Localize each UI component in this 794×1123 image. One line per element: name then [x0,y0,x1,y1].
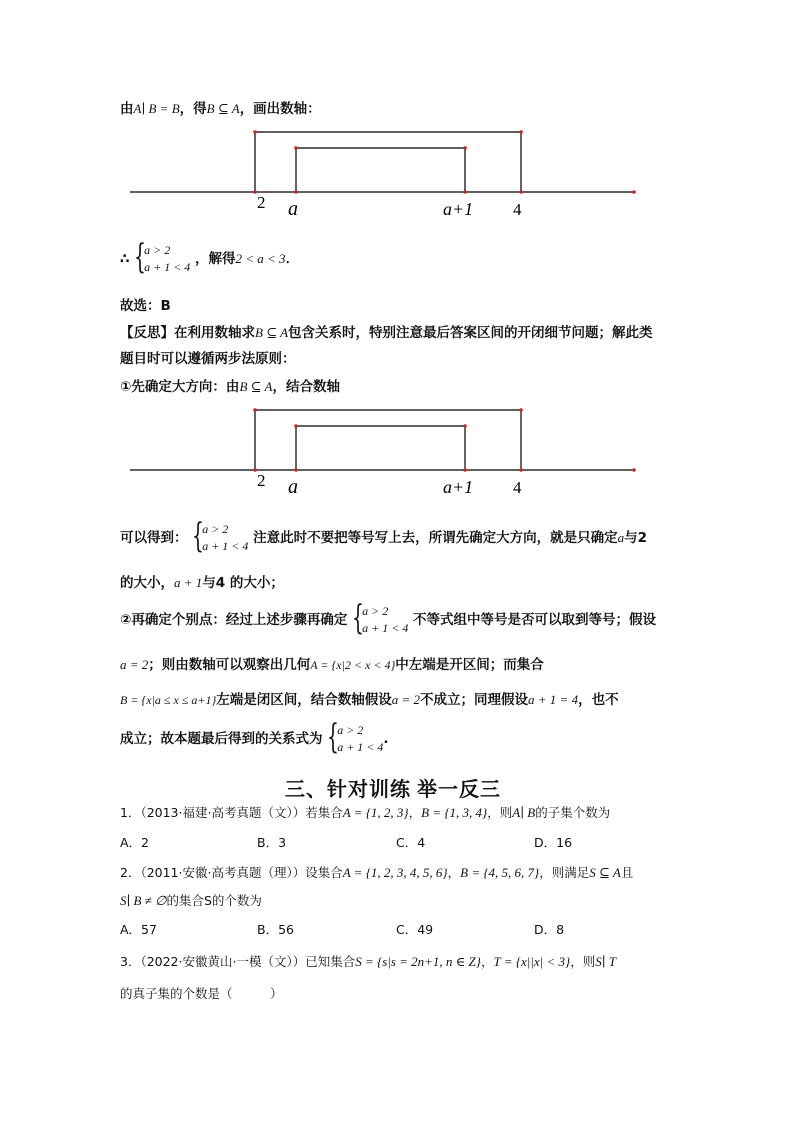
question-3-line-2: 的真子集的个数是（ ） [120,986,283,1001]
q1-option-c: C．4 [396,835,426,850]
svg-text:a+1: a+1 [443,477,474,497]
inequality-system: { a > 2 a + 1 < 4 [134,237,191,277]
intro-line: 由A∣ B = B，得B ⊆ A，画出数轴： [120,101,321,117]
step2-line-3: B = {x|a ≤ x ≤ a+1}左端是闭区间，结合数轴假设a = 2不成立；同理假设a + 1 = 4，也不 [120,692,619,708]
question-1: 1．（2013·福建·高考真题（文））若集合A = {1, 2, 3}，B = {1, 3, 4}，则A∣ B的子集个数为 [120,805,611,820]
number-line-diagram-2 [0,395,794,505]
q2-option-c: C．49 [396,922,434,937]
obtain-line-1: 可以得到： { a > 2 a + 1 < 4 注意此时不要把等号写上去，所谓先确定大方向，就是只确定a与2 [120,516,648,556]
interval-A-bracket [255,410,521,470]
axis-end-dot [632,190,636,194]
label-2: 2 [257,193,266,212]
reflection-line-2: 题目时可以遵循两步法原则： [120,351,296,367]
question-3: 3．（2022·安徽黄山·一模（文））已知集合S = {s|s = 2n+1, n ∈ Z}，T = {x||x| < 3}，则S∣ T [120,954,616,969]
svg-text:4: 4 [513,478,522,497]
question-2: 2．（2011·安徽·高考真题（理））设集合A = {1, 2, 3, 4, 5, 6}，B = {4, 5, 6, 7}，则满足S ⊆ A且 [120,865,634,880]
label-a: a [288,198,298,220]
step1-line: ①先确定大方向：由B ⊆ A，结合数轴 [120,379,340,395]
therefore-line: ∴ { a > 2 a + 1 < 4 ，解得2 < a < 3． [120,237,300,277]
obtain-line-2: 的大小，a + 1与4 的大小； [120,575,284,591]
step2-line-2: a = 2；则由数轴可以观察出几何A = {x|2 < x < 4}中左端是开区间；而集合 [120,657,544,673]
interval-B-bracket [296,148,465,192]
q2-option-a: A．57 [120,922,157,937]
reflection-line-1: 【反思】在利用数轴求B ⊆ A包含关系时，特别注意最后答案区间的开闭细节问题；解此类 [120,325,653,341]
interval-A-bracket [255,132,521,192]
q1-option-d: D．16 [534,835,573,850]
section-heading: 三、针对训练 举一反三 [285,779,501,801]
interval-B-bracket [296,426,465,470]
svg-text:a: a [288,476,298,498]
q1-option-b: B．3 [257,835,287,850]
label-a-plus-1: a+1 [443,199,474,219]
number-line-diagram-1 [0,0,794,230]
step2-line-4: 成立；故本题最后得到的关系式为 { a > 2 a + 1 < 4 . [120,717,389,757]
answer-line: 故选：B [120,298,171,314]
label-4: 4 [513,200,522,219]
q2-option-b: B．56 [257,922,294,937]
q1-option-a: A．2 [120,835,150,850]
svg-text:2: 2 [257,471,266,490]
question-2-line-2: S∣ B ≠ ∅的集合S的个数为 [120,893,262,908]
q2-option-d: D．8 [534,922,565,937]
step2-line-1: ②再确定个别点：经过上述步骤再确定 { a > 2 a + 1 < 4 不等式组中等号是否可以取到等号；假设 [120,598,657,638]
